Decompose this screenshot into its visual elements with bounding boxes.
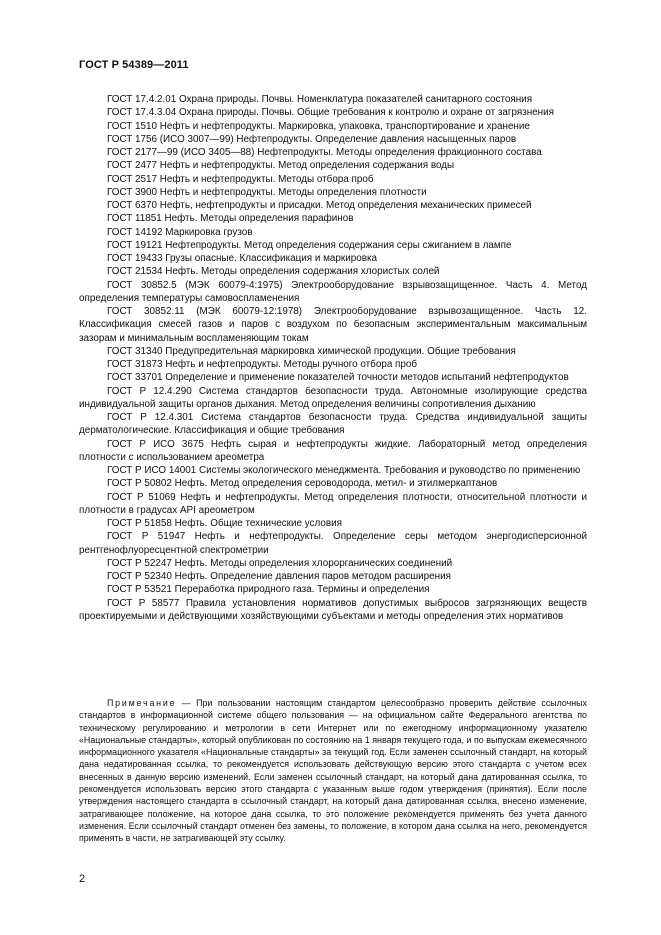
reference-item: ГОСТ 30852.11 (МЭК 60079-12:1978) Электрооборудование взрывозащищенное. Часть 12. Классификация смесей газов и паров с воздухом по безопасным экспериментальным максимальным зазорам и минимальным воспламеняющим токам bbox=[79, 306, 587, 344]
reference-item: ГОСТ Р 12.4.301 Система стандартов безопасности труда. Средства индивидуальной защиты дерматологические. Классификация и общие требования bbox=[79, 412, 587, 437]
reference-item: ГОСТ 1756 (ИСО 3007—99) Нефтепродукты. Определение давления насыщенных паров bbox=[107, 133, 517, 145]
note-paragraph bbox=[79, 697, 587, 845]
reference-item: ГОСТ 14192 Маркировка грузов bbox=[107, 226, 253, 238]
reference-item: ГОСТ Р ИСО 3675 Нефть сырая и нефтепродукты жидкие. Лабораторный метод определения плотности с использованием ареометра bbox=[79, 438, 587, 463]
page-number: 2 bbox=[79, 873, 86, 885]
reference-item: ГОСТ 2477 Нефть и нефтепродукты. Метод определения содержания воды bbox=[107, 160, 455, 172]
reference-item: ГОСТ 31340 Предупредительная маркировка химической продукции. Общие требования bbox=[107, 345, 516, 357]
reference-item: ГОСТ 3900 Нефть и нефтепродукты. Методы определения плотности bbox=[107, 186, 427, 198]
reference-item: ГОСТ 33701 Определение и применение показателей точности методов испытаний нефтепродуктов bbox=[107, 372, 569, 384]
reference-item: ГОСТ 21534 Нефть. Методы определения содержания хлористых солей bbox=[107, 266, 440, 278]
reference-item: ГОСТ 1510 Нефть и нефтепродукты. Маркировка, упаковка, транспортирование и хранение bbox=[107, 120, 530, 132]
reference-item: ГОСТ 6370 Нефть, нефтепродукты и присадки. Метод определения механических примесей bbox=[107, 200, 532, 211]
reference-item: ГОСТ Р 58577 Правила установления нормативов допустимых выбросов загрязняющих веществ проектируемыми и действующими хозяйствующими субъектами и методы определения этих нормативов bbox=[79, 597, 587, 622]
reference-item: ГОСТ 31873 Нефть и нефтепродукты. Методы ручного отбора проб bbox=[107, 359, 418, 370]
note-text: — При пользовании настоящим стандартом целесообразно проверить действие ссылочных стандартов в информационной системе общего пользования — на официальном сайте Федерального агентства по техническому регулированию и метрологии в сети Интернет или по ежегодному информационному указателю «Национальные стандарты», который опубликован по состоянию на 1 января текущего года, и по выпускам ежемесячного информационного указателя «Национальные стандарты» за текущий год. Если заменен ссылочный стандарт, на который дана недатированная ссылка, то рекомендуется использовать действующую версию этого стандарта с учетом всех внесенных в данную версию изменений. Если заменен ссылочный стандарт, на который дана датированная ссылка, то рекомендуется использовать версию этого стандарта с указанным выше годом утверждения (принятия). Если после утверждения настоящего стандарта в ссылочный стандарт, на который дана датированная ссылка, внесено изменение, затрагивающее положение, на которое дана ссылка, то это положение рекомендуется применять без учета данного изменения. Если ссылочный стандарт отменен без замены, то положение, в котором дана ссылка на него, рекомендуется применять в части, не затрагивающей эту ссылку. bbox=[79, 698, 587, 844]
normative-references-list bbox=[79, 93, 587, 623]
reference-item: ГОСТ 19121 Нефтепродукты. Метод определения содержания серы сжиганием в лампе bbox=[107, 239, 512, 251]
reference-item: ГОСТ 30852.5 (МЭК 60079-4:1975) Электрооборудование взрывозащищенное. Часть 4. Метод определения температуры самовоспламенения bbox=[79, 279, 587, 304]
reference-item: ГОСТ 11851 Нефть. Методы определения парафинов bbox=[107, 213, 354, 225]
reference-item: ГОСТ Р 52340 Нефть. Определение давления паров методом расширения bbox=[107, 571, 451, 582]
reference-item: ГОСТ Р 51858 Нефть. Общие технические условия bbox=[107, 518, 342, 529]
reference-item: ГОСТ 17.4.2.01 Охрана природы. Почвы. Номенклатура показателей санитарного состояния bbox=[107, 94, 533, 105]
reference-item: ГОСТ Р 51947 Нефть и нефтепродукты. Определение серы методом энергодисперсионной рентгенофлуоресцентной спектрометрии bbox=[79, 531, 587, 556]
reference-item: ГОСТ Р 50802 Нефть. Метод определения сероводорода, метил- и этилмеркаптанов bbox=[107, 478, 498, 490]
reference-item: ГОСТ 19433 Грузы опасные. Классификация и маркировка bbox=[107, 253, 377, 264]
page-header: ГОСТ Р 54389—2011 bbox=[79, 59, 189, 71]
note-label: Примечание bbox=[107, 698, 177, 708]
reference-item: ГОСТ 17.4.3.04 Охрана природы. Почвы. Общие требования к контролю и охране от загрязнения bbox=[107, 107, 554, 119]
reference-item: ГОСТ Р 52247 Нефть. Методы определения хлорорганических соединений bbox=[107, 557, 453, 569]
reference-item: ГОСТ 2177—99 (ИСО 3405—88) Нефтепродукты. Методы определения фракционного состава bbox=[107, 147, 542, 158]
reference-item: ГОСТ Р 53521 Переработка природного газа. Термины и определения bbox=[107, 584, 430, 596]
reference-item: ГОСТ Р 12.4.290 Система стандартов безопасности труда. Автономные изолирующие средства индивидуальной защиты органов дыхания. Метод определения величины сопротивления дыханию bbox=[79, 385, 587, 410]
reference-item: ГОСТ Р 51069 Нефть и нефтепродукты. Метод определения плотности, относительной плотности и плотности в градусах API ареометром bbox=[79, 491, 587, 516]
reference-item: ГОСТ Р ИСО 14001 Системы экологического менеджмента. Требования и руководство по применению bbox=[107, 465, 581, 476]
reference-item: ГОСТ 2517 Нефть и нефтепродукты. Методы отбора проб bbox=[107, 173, 374, 185]
